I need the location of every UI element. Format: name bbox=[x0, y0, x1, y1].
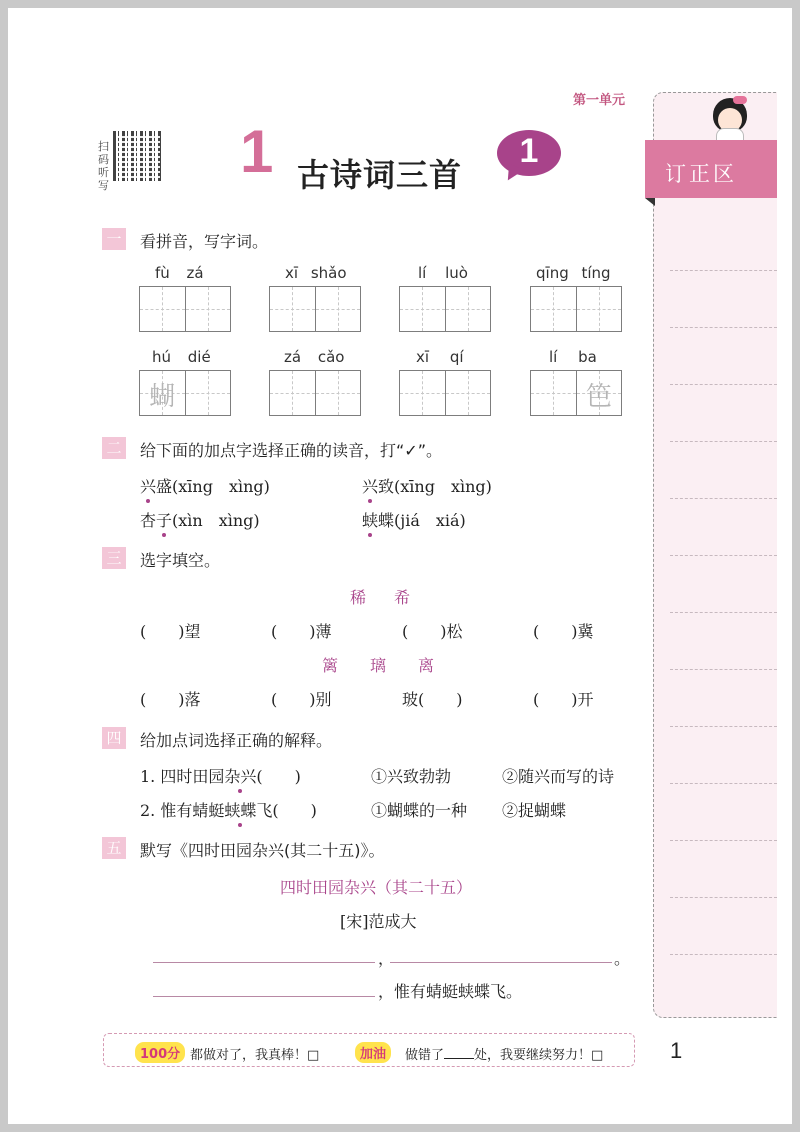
pinyin: qīng tíng bbox=[536, 264, 611, 282]
fill-blank[interactable]: 玻( ) bbox=[402, 690, 463, 709]
section-2-title: 给下面的加点字选择正确的读音，打“✓”。 bbox=[140, 441, 442, 460]
answer-line[interactable] bbox=[153, 962, 375, 963]
qr-code[interactable] bbox=[113, 131, 163, 181]
correction-line bbox=[670, 783, 777, 784]
pinyin: lí luò bbox=[418, 264, 468, 282]
reading-item[interactable]: 杏子(xìn xìng) bbox=[140, 508, 260, 531]
section-3-icon: 三 bbox=[102, 547, 126, 569]
poem-title: 四时田园杂兴（其二十五） bbox=[280, 878, 473, 897]
char-options: 篱 璃 离 bbox=[322, 656, 443, 675]
correction-line bbox=[670, 327, 777, 328]
poem-line-2: ，惟有蜻蜓蛱蝶飞。 bbox=[378, 982, 523, 1001]
correction-line bbox=[670, 555, 777, 556]
lesson-title: 古诗词三首 bbox=[297, 156, 463, 194]
writing-grid[interactable] bbox=[269, 370, 361, 416]
writing-grid[interactable] bbox=[530, 286, 622, 332]
section-5-title: 默写《四时田园杂兴(其二十五)》。 bbox=[140, 841, 385, 860]
correction-line bbox=[670, 498, 777, 499]
writing-grid[interactable] bbox=[399, 370, 491, 416]
self-check-2[interactable]: 做错了 处，我要继续努力！□ bbox=[405, 1048, 604, 1063]
fill-blank[interactable]: ( )落 bbox=[140, 690, 201, 709]
reading-item[interactable]: 兴致(xīng xìng) bbox=[362, 474, 492, 497]
writing-grid[interactable] bbox=[269, 286, 361, 332]
fill-blank[interactable]: ( )松 bbox=[402, 622, 463, 641]
pinyin: hú dié bbox=[152, 348, 211, 366]
pinyin: xī qí bbox=[416, 348, 464, 366]
pinyin: fù zá bbox=[155, 264, 204, 282]
qr-label: 扫码听写 bbox=[98, 140, 109, 192]
writing-grid[interactable] bbox=[530, 370, 622, 416]
fill-blank[interactable]: ( )别 bbox=[271, 690, 332, 709]
char-options: 稀 希 bbox=[350, 588, 417, 607]
cheer-badge: 加油 bbox=[355, 1042, 391, 1063]
writing-grid[interactable] bbox=[139, 286, 231, 332]
pinyin: zá cǎo bbox=[284, 348, 345, 366]
correction-line bbox=[670, 840, 777, 841]
correction-line bbox=[670, 270, 777, 271]
reading-item[interactable]: 蛱蝶(jiá xiá) bbox=[362, 508, 466, 531]
option-b[interactable]: ②捉蝴蝶 bbox=[502, 801, 567, 820]
fill-blank[interactable]: ( )冀 bbox=[533, 622, 594, 641]
writing-grid[interactable] bbox=[139, 370, 231, 416]
pinyin: xī shǎo bbox=[285, 264, 347, 282]
comma: ， bbox=[378, 949, 395, 968]
correction-line bbox=[670, 669, 777, 670]
correction-line bbox=[670, 612, 777, 613]
section-5-icon: 五 bbox=[102, 837, 126, 859]
lesson-number: 1 bbox=[240, 118, 274, 185]
fill-blank[interactable]: ( )望 bbox=[140, 622, 201, 641]
correction-line bbox=[670, 384, 777, 385]
answer-line[interactable] bbox=[153, 996, 375, 997]
ribbon-fold bbox=[645, 198, 655, 206]
section-4-title: 给加点词选择正确的解释。 bbox=[140, 731, 333, 750]
correction-line bbox=[670, 441, 777, 442]
pinyin: lí ba bbox=[549, 348, 597, 366]
correction-line bbox=[670, 954, 777, 955]
section-2-icon: 二 bbox=[102, 437, 126, 459]
correction-line bbox=[670, 726, 777, 727]
period: 。 bbox=[614, 949, 631, 968]
poem-author: [宋]范成大 bbox=[340, 912, 417, 931]
bubble-number: 1 bbox=[519, 132, 539, 170]
unit-label: 第一单元 bbox=[573, 93, 626, 108]
page-number: 1 bbox=[670, 1038, 683, 1063]
reading-item[interactable]: 兴盛(xīng xìng) bbox=[140, 474, 270, 497]
correction-label: 订正区 bbox=[665, 162, 737, 186]
fill-blank[interactable]: ( )开 bbox=[533, 690, 594, 709]
question-2[interactable]: 2. 惟有蜻蜓蛱蝶飞( ) bbox=[140, 798, 317, 821]
option-b[interactable]: ②随兴而写的诗 bbox=[502, 767, 615, 786]
section-3-title: 选字填空。 bbox=[140, 551, 221, 570]
self-check-1[interactable]: 都做对了，我真棒！□ bbox=[190, 1048, 320, 1063]
question-1[interactable]: 1. 四时田园杂兴( ) bbox=[140, 764, 301, 787]
score-badge: 100分 bbox=[135, 1042, 185, 1063]
correction-line bbox=[670, 897, 777, 898]
section-1-icon: 一 bbox=[102, 228, 126, 250]
section-4-icon: 四 bbox=[102, 727, 126, 749]
fill-blank[interactable]: ( )薄 bbox=[271, 622, 332, 641]
section-1-title: 看拼音，写字词。 bbox=[140, 232, 269, 251]
hint-char: 蝴 bbox=[149, 382, 176, 412]
hint-char: 笆 bbox=[585, 382, 612, 412]
writing-grid[interactable] bbox=[399, 286, 491, 332]
girl-bow bbox=[733, 96, 747, 104]
option-a[interactable]: ①蝴蝶的一种 bbox=[371, 801, 468, 820]
answer-line[interactable] bbox=[390, 962, 612, 963]
option-a[interactable]: ①兴致勃勃 bbox=[371, 767, 452, 786]
